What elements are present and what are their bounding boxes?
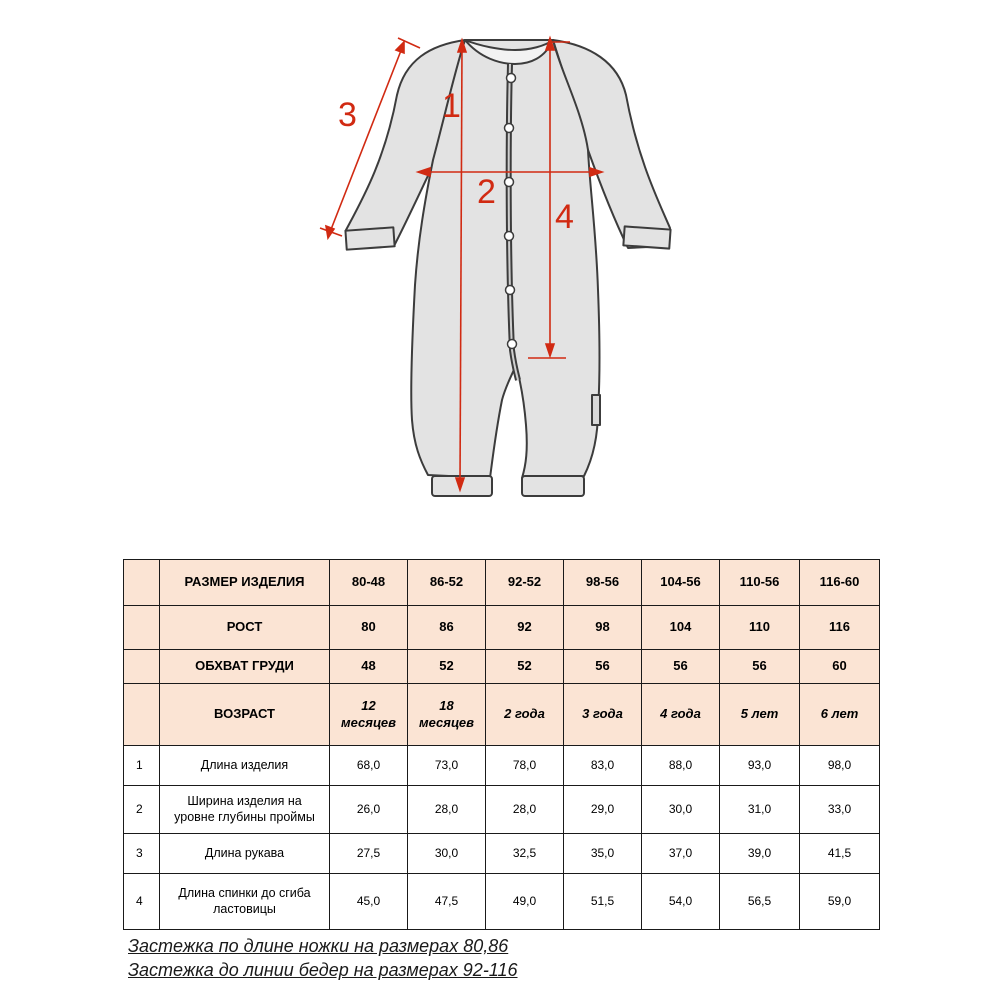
- cell-value: 28,0: [512, 802, 537, 816]
- value-cell: [408, 684, 486, 746]
- cell-value: 56: [752, 658, 767, 674]
- cell-value: 98: [595, 619, 610, 635]
- cell-value: 52: [439, 658, 454, 674]
- cell-value: 110: [749, 619, 770, 635]
- row-number-cell: [124, 650, 160, 684]
- cell-value: 98-56: [585, 574, 620, 590]
- value-cell: [486, 606, 564, 650]
- row-label: ОБХВАТ ГРУДИ: [195, 658, 294, 674]
- measure-label-4: 4: [555, 198, 574, 236]
- age-unit: месяцев: [341, 714, 396, 730]
- age-value: 3 года: [582, 706, 623, 722]
- value-cell: [408, 786, 486, 834]
- cell-value: 116-60: [819, 574, 860, 590]
- value-cell: [564, 834, 642, 874]
- value-cell: [720, 746, 800, 786]
- cell-value: 86-52: [429, 574, 464, 590]
- table-header-row: [124, 560, 880, 606]
- row-label-cell: [160, 684, 330, 746]
- cell-value: 30,0: [434, 846, 459, 860]
- cell-value: 39,0: [747, 846, 772, 860]
- value-cell: [564, 684, 642, 746]
- row-number-cell: [124, 560, 160, 606]
- right-leg-cuff: [522, 476, 584, 496]
- measure-label-2: 2: [477, 173, 496, 211]
- value-cell: [486, 874, 564, 930]
- age-unit: месяцев: [419, 714, 474, 730]
- cell-value: 35,0: [590, 846, 615, 860]
- measurement-name-cont: ластовицы: [213, 901, 276, 916]
- garment-tag: [592, 395, 600, 425]
- cell-value: 83,0: [590, 758, 615, 772]
- age-value: 6 лет: [820, 706, 859, 722]
- cell-value: 73,0: [434, 758, 459, 772]
- value-cell: [408, 560, 486, 606]
- table-header-row: [124, 650, 880, 684]
- cell-value: 56,5: [747, 894, 772, 908]
- cell-value: 31,0: [747, 802, 772, 816]
- value-cell: [408, 606, 486, 650]
- value-cell: [800, 560, 880, 606]
- cell-value: 37,0: [668, 846, 693, 860]
- cell-value: 56: [595, 658, 610, 674]
- value-cell: [720, 684, 800, 746]
- age-value: 18: [439, 698, 454, 714]
- cell-value: 92: [517, 619, 532, 635]
- snap-button: [507, 74, 516, 83]
- value-cell: [720, 560, 800, 606]
- cell-value: 80: [361, 619, 376, 635]
- row-label-cell: [160, 560, 330, 606]
- value-cell: [564, 650, 642, 684]
- cell-value: 48: [361, 658, 376, 674]
- cell-value: 56: [673, 658, 688, 674]
- table-measurement-row: [124, 874, 880, 930]
- row-label-cell: [160, 746, 330, 786]
- value-cell: [642, 684, 720, 746]
- snap-button: [505, 178, 514, 187]
- value-cell: [486, 650, 564, 684]
- snap-button: [505, 124, 514, 133]
- cell-value: 110-56: [739, 574, 780, 590]
- cell-value: 27,5: [356, 846, 381, 860]
- cell-value: 29,0: [590, 802, 615, 816]
- cell-value: 116: [829, 619, 850, 635]
- value-cell: [408, 874, 486, 930]
- value-cell: [486, 684, 564, 746]
- note-fastener-leg: Застежка по длине ножки на размерах 80,86: [128, 936, 509, 956]
- value-cell: [800, 786, 880, 834]
- cell-value: 68,0: [356, 758, 381, 772]
- value-cell: [642, 746, 720, 786]
- cell-value: 93,0: [747, 758, 772, 772]
- row-label: ВОЗРАСТ: [214, 706, 275, 722]
- snap-button: [505, 232, 514, 241]
- row-label-cell: [160, 786, 330, 834]
- measurement-name: Длина рукава: [204, 845, 285, 860]
- value-cell: [330, 786, 408, 834]
- value-cell: [800, 606, 880, 650]
- row-label-cell: [160, 834, 330, 874]
- table-measurement-row: [124, 746, 880, 786]
- cell-value: 98,0: [827, 758, 852, 772]
- value-cell: [800, 834, 880, 874]
- age-value: 12: [361, 698, 376, 714]
- age-value: 2 года: [504, 706, 545, 722]
- size-chart-body: [124, 560, 880, 930]
- value-cell: [408, 650, 486, 684]
- value-cell: [330, 746, 408, 786]
- value-cell: [564, 874, 642, 930]
- value-cell: [330, 560, 408, 606]
- row-label: РОСТ: [226, 619, 263, 635]
- value-cell: [800, 650, 880, 684]
- snap-button: [508, 340, 517, 349]
- value-cell: [800, 746, 880, 786]
- value-cell: [408, 834, 486, 874]
- row-number: 1: [136, 758, 143, 772]
- value-cell: [486, 834, 564, 874]
- value-cell: [642, 650, 720, 684]
- value-cell: [642, 834, 720, 874]
- left-cuff: [345, 227, 394, 249]
- value-cell: [720, 786, 800, 834]
- value-cell: [564, 786, 642, 834]
- row-label-cell: [160, 650, 330, 684]
- value-cell: [800, 684, 880, 746]
- cell-value: 60: [832, 658, 847, 674]
- cell-value: 54,0: [668, 894, 693, 908]
- value-cell: [330, 834, 408, 874]
- value-cell: [486, 786, 564, 834]
- value-cell: [330, 650, 408, 684]
- table-measurement-row: [124, 786, 880, 834]
- value-cell: [330, 874, 408, 930]
- cell-value: 52: [517, 658, 532, 674]
- cell-value: 104: [669, 619, 692, 635]
- row-number: 4: [136, 894, 143, 908]
- cell-value: 26,0: [356, 802, 381, 816]
- value-cell: [564, 606, 642, 650]
- value-cell: [642, 786, 720, 834]
- cell-value: 59,0: [827, 894, 852, 908]
- value-cell: [564, 560, 642, 606]
- cell-value: 28,0: [434, 802, 459, 816]
- cell-value: 92-52: [507, 574, 542, 590]
- cell-value: 32,5: [512, 846, 537, 860]
- table-header-row: [124, 606, 880, 650]
- value-cell: [720, 874, 800, 930]
- cell-value: 104-56: [660, 574, 701, 590]
- cell-value: 80-48: [351, 574, 386, 590]
- row-label: РАЗМЕР ИЗДЕЛИЯ: [184, 574, 305, 590]
- row-number-cell: [124, 786, 160, 834]
- row-number: 3: [136, 846, 143, 860]
- value-cell: [486, 746, 564, 786]
- row-number: 2: [136, 802, 143, 816]
- value-cell: [408, 746, 486, 786]
- row-number-cell: [124, 684, 160, 746]
- right-cuff: [623, 226, 670, 248]
- note-fastener-hip: Застежка до линии бедер на размерах 92-116: [128, 960, 518, 980]
- size-chart-table: [123, 559, 880, 930]
- snap-button: [506, 286, 515, 295]
- measurement-name-cont: уровне глубины проймы: [174, 809, 315, 824]
- row-label-cell: [160, 874, 330, 930]
- cell-value: 30,0: [668, 802, 693, 816]
- value-cell: [720, 650, 800, 684]
- cell-value: 47,5: [434, 894, 459, 908]
- cell-value: 49,0: [512, 894, 537, 908]
- value-cell: [642, 874, 720, 930]
- age-value: 5 лет: [740, 706, 779, 722]
- row-number-cell: [124, 874, 160, 930]
- cell-value: 86: [439, 619, 454, 635]
- cell-value: 88,0: [668, 758, 693, 772]
- measurement-name: Длина спинки до сгиба: [178, 885, 311, 900]
- cell-value: 78,0: [512, 758, 537, 772]
- value-cell: [330, 684, 408, 746]
- measurement-name: Длина изделия: [200, 757, 289, 772]
- cell-value: 41,5: [827, 846, 852, 860]
- age-value: 4 года: [660, 706, 701, 722]
- value-cell: [486, 560, 564, 606]
- value-cell: [720, 834, 800, 874]
- measure-label-1: 1: [442, 87, 461, 125]
- table-measurement-row: [124, 834, 880, 874]
- row-label-cell: [160, 606, 330, 650]
- cell-value: 45,0: [356, 894, 381, 908]
- value-cell: [800, 874, 880, 930]
- value-cell: [564, 746, 642, 786]
- cell-value: 33,0: [827, 802, 852, 816]
- value-cell: [642, 606, 720, 650]
- row-number-cell: [124, 746, 160, 786]
- value-cell: [330, 606, 408, 650]
- value-cell: [642, 560, 720, 606]
- table-age-row: [124, 684, 880, 746]
- cell-value: 51,5: [590, 894, 615, 908]
- measurement-name: Ширина изделия на: [187, 793, 302, 808]
- row-number-cell: [124, 834, 160, 874]
- row-number-cell: [124, 606, 160, 650]
- measure-label-3: 3: [338, 96, 357, 134]
- value-cell: [720, 606, 800, 650]
